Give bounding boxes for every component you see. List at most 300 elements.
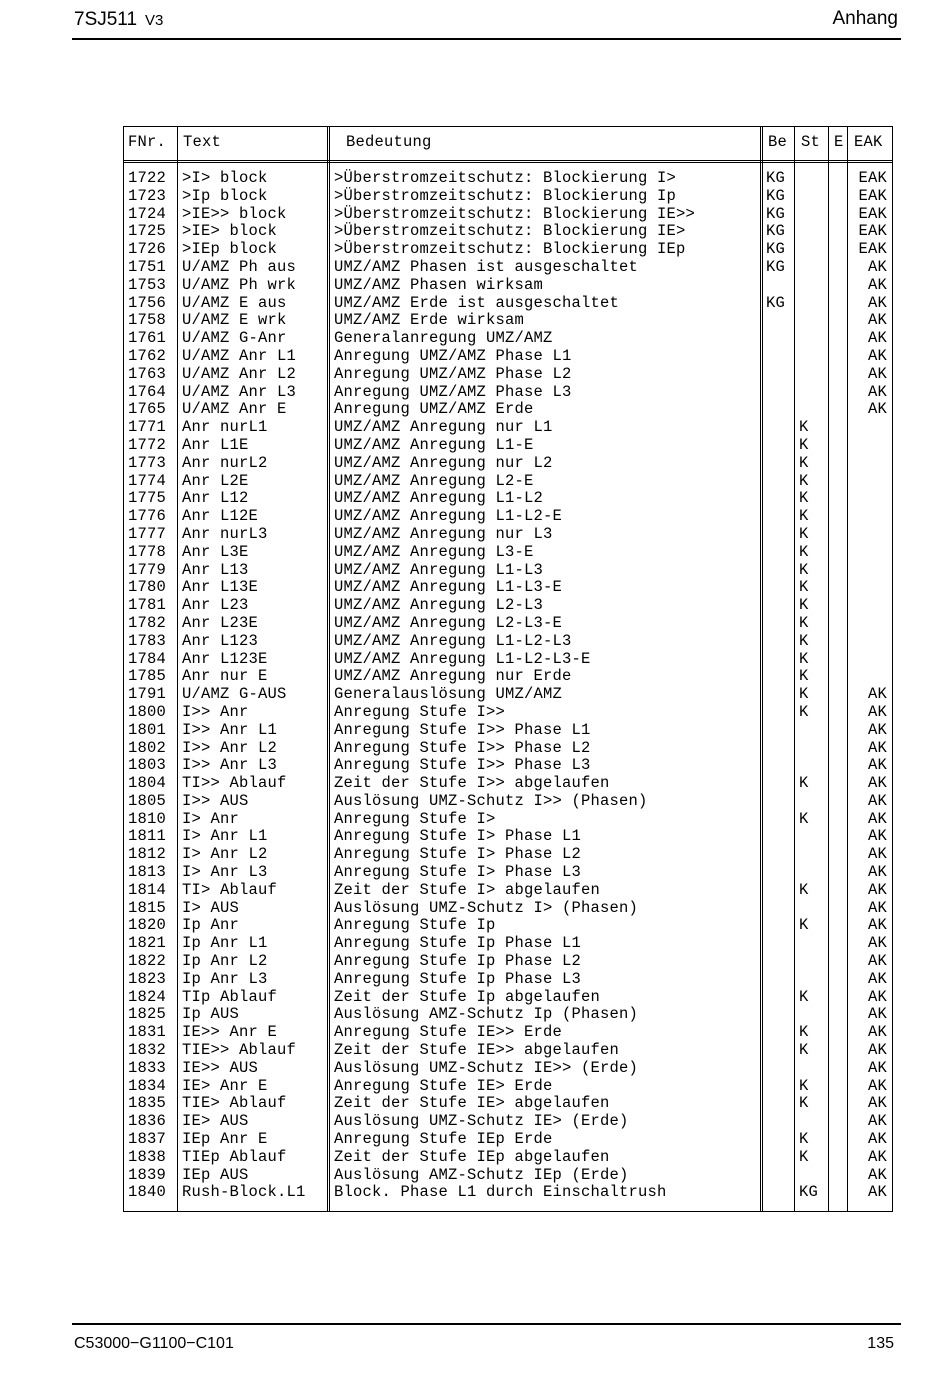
table-row (123, 686, 893, 704)
cell-bedeutung: UMZ/AMZ Anregung nur L3 (334, 524, 553, 543)
cell-eak: AK (867, 809, 887, 828)
cell-bedeutung: Generalauslösung UMZ/AMZ (334, 685, 563, 704)
cell-eak: AK (867, 1130, 887, 1149)
cell-fnr: 1780 (128, 578, 167, 597)
cell-bedeutung: Anregung UMZ/AMZ Erde (334, 400, 534, 419)
cell-bedeutung: Anregung Stufe I>> (334, 702, 506, 721)
cell-bedeutung: UMZ/AMZ Anregung L1-L2 (334, 489, 544, 508)
cell-st: K (799, 1130, 809, 1149)
table-row (123, 384, 893, 402)
cell-text: Anr nur E (182, 667, 268, 686)
cell-fnr: 1784 (128, 649, 167, 668)
cell-bedeutung: Anregung Stufe Ip Phase L2 (334, 952, 582, 971)
cell-st: K (799, 524, 809, 543)
cell-st: K (799, 1023, 809, 1042)
cell-text: Anr nurL3 (182, 524, 268, 543)
table-row (123, 917, 893, 935)
cell-st: K (799, 667, 809, 686)
cell-eak: AK (867, 916, 887, 935)
table-row (123, 971, 893, 989)
cell-bedeutung: UMZ/AMZ Anregung nur L2 (334, 453, 553, 472)
cell-text: >IEp block (182, 240, 278, 259)
cell-fnr: 1815 (128, 898, 167, 917)
cell-fnr: 1835 (128, 1094, 167, 1113)
cell-eak: AK (867, 400, 887, 419)
table-row (123, 811, 893, 829)
cell-bedeutung: UMZ/AMZ Anregung L1-E (334, 435, 534, 454)
table-row (123, 704, 893, 722)
cell-st: K (799, 471, 809, 490)
cell-text: I> AUS (182, 898, 240, 917)
cell-eak: AK (867, 738, 887, 757)
table-row (123, 401, 893, 419)
table-row (123, 544, 893, 562)
cell-eak: AK (867, 293, 887, 312)
cell-bedeutung: Zeit der Stufe IE> abgelaufen (334, 1094, 610, 1113)
table-row (123, 1042, 893, 1060)
cell-bedeutung: UMZ/AMZ Anregung L1-L2-L3 (334, 631, 572, 650)
cell-bedeutung: Zeit der Stufe IE>> abgelaufen (334, 1041, 620, 1060)
cell-fnr: 1803 (128, 756, 167, 775)
cell-fnr: 1840 (128, 1183, 167, 1202)
table-row (123, 668, 893, 686)
cell-st: K (799, 507, 809, 526)
cell-fnr: 1765 (128, 400, 167, 419)
cell-bedeutung: Anregung UMZ/AMZ Phase L1 (334, 346, 572, 365)
cell-fnr: 1801 (128, 720, 167, 739)
cell-fnr: 1820 (128, 916, 167, 935)
table-row (123, 740, 893, 758)
table-body (123, 170, 893, 1202)
cell-eak: AK (867, 329, 887, 348)
cell-eak: AK (867, 1005, 887, 1024)
cell-fnr: 1814 (128, 880, 167, 899)
cell-bedeutung: Generalanregung UMZ/AMZ (334, 329, 553, 348)
cell-st: K (799, 542, 809, 561)
cell-fnr: 1781 (128, 596, 167, 615)
cell-eak: AK (867, 845, 887, 864)
table-row (123, 828, 893, 846)
cell-bedeutung: Anregung Stufe I> Phase L2 (334, 845, 582, 864)
cell-bedeutung: Anregung Stufe Ip Phase L1 (334, 934, 582, 953)
cell-st: K (799, 1147, 809, 1166)
cell-text: Anr nurL2 (182, 453, 268, 472)
cell-fnr: 1723 (128, 186, 167, 205)
cell-text: >I> block (182, 169, 268, 187)
cell-text: Ip Anr L3 (182, 969, 268, 988)
cell-text: I>> AUS (182, 791, 249, 810)
cell-bedeutung: UMZ/AMZ Anregung L1-L2-E (334, 507, 563, 526)
cell-eak: EAK (858, 222, 887, 241)
cell-eak: AK (867, 1076, 887, 1095)
cell-be: KG (766, 222, 786, 241)
footer-rule (72, 1323, 901, 1325)
table-row (123, 1167, 893, 1185)
cell-text: TI> Ablauf (182, 880, 278, 899)
cell-eak: AK (867, 952, 887, 971)
cell-st: K (799, 560, 809, 579)
table-row (123, 1078, 893, 1096)
table-row (123, 615, 893, 633)
cell-st: K (799, 1094, 809, 1113)
table-row (123, 1060, 893, 1078)
cell-eak: AK (867, 685, 887, 704)
cell-bedeutung: >Überstromzeitschutz: Blockierung IE> (334, 222, 686, 241)
cell-bedeutung: UMZ/AMZ Anregung nur Erde (334, 667, 572, 686)
cell-st: K (799, 685, 809, 704)
cell-fnr: 1771 (128, 418, 167, 437)
cell-bedeutung: UMZ/AMZ Anregung L1-L2-L3-E (334, 649, 591, 668)
cell-bedeutung: Auslösung AMZ-Schutz IEp (Erde) (334, 1165, 629, 1184)
cell-st: K (799, 809, 809, 828)
cell-eak: AK (867, 311, 887, 330)
cell-eak: AK (867, 257, 887, 276)
cell-eak: EAK (858, 186, 887, 205)
cell-bedeutung: Anregung UMZ/AMZ Phase L3 (334, 382, 572, 401)
cell-text: I>> Anr (182, 702, 249, 721)
cell-fnr: 1774 (128, 471, 167, 490)
cell-bedeutung: UMZ/AMZ Erde wirksam (334, 311, 525, 330)
table-row (123, 1113, 893, 1131)
cell-text: TIp Ablauf (182, 987, 278, 1006)
cell-eak: AK (867, 934, 887, 953)
cell-text: Ip Anr L1 (182, 934, 268, 953)
col-header-bedeutung: Bedeutung (346, 133, 432, 151)
cell-text: U/AMZ Anr L1 (182, 346, 297, 365)
cell-fnr: 1836 (128, 1112, 167, 1131)
cell-text: I> Anr L2 (182, 845, 268, 864)
cell-text: IEp Anr E (182, 1130, 268, 1149)
cell-fnr: 1813 (128, 863, 167, 882)
cell-fnr: 1837 (128, 1130, 167, 1149)
cell-eak: AK (867, 1112, 887, 1131)
table-row (123, 508, 893, 526)
cell-eak: AK (867, 987, 887, 1006)
cell-st: K (799, 880, 809, 899)
cell-st: K (799, 1041, 809, 1060)
table-row (123, 330, 893, 348)
table-row (123, 437, 893, 455)
col-header-fnr: FNr. (128, 133, 167, 151)
cell-text: Anr L13E (182, 578, 259, 597)
cell-fnr: 1823 (128, 969, 167, 988)
cell-text: IE> AUS (182, 1112, 249, 1131)
cell-text: I> Anr L3 (182, 863, 268, 882)
cell-st: K (799, 1076, 809, 1095)
cell-eak: EAK (858, 240, 887, 259)
table-row (123, 793, 893, 811)
cell-fnr: 1821 (128, 934, 167, 953)
table-row (123, 989, 893, 1007)
cell-fnr: 1810 (128, 809, 167, 828)
header-separator-2 (123, 162, 893, 163)
cell-fnr: 1783 (128, 631, 167, 650)
cell-be: KG (766, 204, 786, 223)
table-row (123, 562, 893, 580)
table-row (123, 882, 893, 900)
table-row (123, 490, 893, 508)
table-row (123, 312, 893, 330)
cell-bedeutung: UMZ/AMZ Phasen wirksam (334, 275, 544, 294)
cell-fnr: 1764 (128, 382, 167, 401)
table-row (123, 579, 893, 597)
cell-fnr: 1812 (128, 845, 167, 864)
cell-fnr: 1777 (128, 524, 167, 543)
cell-eak: AK (867, 791, 887, 810)
cell-bedeutung: Anregung UMZ/AMZ Phase L2 (334, 364, 572, 383)
cell-bedeutung: Auslösung UMZ-Schutz IE> (Erde) (334, 1112, 629, 1131)
cell-fnr: 1775 (128, 489, 167, 508)
cell-fnr: 1825 (128, 1005, 167, 1024)
cell-bedeutung: Zeit der Stufe Ip abgelaufen (334, 987, 601, 1006)
table-row (123, 170, 893, 188)
cell-fnr: 1834 (128, 1076, 167, 1095)
cell-fnr: 1824 (128, 987, 167, 1006)
page-header-model (74, 9, 163, 31)
cell-st: K (799, 916, 809, 935)
cell-bedeutung: Anregung Stufe I>> Phase L2 (334, 738, 591, 757)
cell-st: K (799, 613, 809, 632)
cell-fnr: 1785 (128, 667, 167, 686)
cell-bedeutung: UMZ/AMZ Anregung L2-E (334, 471, 534, 490)
cell-bedeutung: UMZ/AMZ Anregung L2-L3 (334, 596, 544, 615)
cell-eak: AK (867, 898, 887, 917)
cell-st: K (799, 435, 809, 454)
cell-text: TIEp Ablauf (182, 1147, 287, 1166)
table-row (123, 366, 893, 384)
table-row (123, 1131, 893, 1149)
table-row (123, 206, 893, 224)
cell-text: U/AMZ G-AUS (182, 685, 287, 704)
page-header-section: Anhang (832, 8, 898, 29)
cell-fnr: 1756 (128, 293, 167, 312)
cell-be: KG (766, 186, 786, 205)
cell-text: Anr L3E (182, 542, 249, 561)
cell-st: KG (799, 1183, 819, 1202)
cell-eak: AK (867, 1041, 887, 1060)
cell-fnr: 1802 (128, 738, 167, 757)
cell-fnr: 1822 (128, 952, 167, 971)
model-name: 7SJ511 (74, 9, 138, 30)
cell-eak: EAK (858, 204, 887, 223)
cell-st: K (799, 774, 809, 793)
cell-text: Anr L23E (182, 613, 259, 632)
cell-be: KG (766, 293, 786, 312)
cell-st: K (799, 489, 809, 508)
cell-fnr: 1776 (128, 507, 167, 526)
cell-text: Ip AUS (182, 1005, 240, 1024)
cell-text: U/AMZ Ph aus (182, 257, 297, 276)
cell-bedeutung: UMZ/AMZ Anregung L1-L3 (334, 560, 544, 579)
cell-fnr: 1839 (128, 1165, 167, 1184)
cell-text: Anr nurL1 (182, 418, 268, 437)
table-row (123, 775, 893, 793)
cell-bedeutung: Anregung Stufe I> Phase L3 (334, 863, 582, 882)
table-row (123, 241, 893, 259)
cell-text: U/AMZ Anr E (182, 400, 287, 419)
table-row (123, 1006, 893, 1024)
table-row (123, 1149, 893, 1167)
cell-bedeutung: Anregung Stufe I> (334, 809, 496, 828)
cell-fnr: 1838 (128, 1147, 167, 1166)
cell-fnr: 1782 (128, 613, 167, 632)
cell-bedeutung: Block. Phase L1 durch Einschaltrush (334, 1183, 667, 1202)
cell-eak: AK (867, 863, 887, 882)
cell-text: Anr L1E (182, 435, 249, 454)
table-row (123, 473, 893, 491)
cell-bedeutung: UMZ/AMZ Anregung nur L1 (334, 418, 553, 437)
cell-eak: AK (867, 969, 887, 988)
cell-text: Anr L13 (182, 560, 249, 579)
cell-bedeutung: Auslösung AMZ-Schutz Ip (Phasen) (334, 1005, 639, 1024)
cell-bedeutung: Zeit der Stufe IEp abgelaufen (334, 1147, 610, 1166)
cell-text: U/AMZ E aus (182, 293, 287, 312)
cell-fnr: 1726 (128, 240, 167, 259)
cell-st: K (799, 631, 809, 650)
col-header-eak: EAK (854, 133, 883, 151)
cell-eak: AK (867, 364, 887, 383)
cell-text: U/AMZ E wrk (182, 311, 287, 330)
cell-bedeutung: UMZ/AMZ Phasen ist ausgeschaltet (334, 257, 639, 276)
cell-fnr: 1811 (128, 827, 167, 846)
cell-eak: AK (867, 756, 887, 775)
cell-text: I> Anr L1 (182, 827, 268, 846)
table-top-border (123, 126, 893, 127)
cell-be: KG (766, 169, 786, 187)
cell-text: Ip Anr L2 (182, 952, 268, 971)
cell-bedeutung: UMZ/AMZ Anregung L2-L3-E (334, 613, 563, 632)
cell-fnr: 1724 (128, 204, 167, 223)
cell-st: K (799, 702, 809, 721)
cell-eak: AK (867, 1094, 887, 1113)
document-number: C53000−G1100−C101 (74, 1335, 234, 1352)
cell-bedeutung: Anregung Stufe Ip Phase L3 (334, 969, 582, 988)
cell-fnr: 1773 (128, 453, 167, 472)
cell-st: K (799, 987, 809, 1006)
col-header-be: Be (768, 133, 788, 151)
col-header-st: St (801, 133, 821, 151)
table-row (123, 188, 893, 206)
cell-bedeutung: >Überstromzeitschutz: Blockierung IE>> (334, 204, 696, 223)
cell-bedeutung: Auslösung UMZ-Schutz I> (Phasen) (334, 898, 639, 917)
table-row (123, 722, 893, 740)
cell-st: K (799, 649, 809, 668)
cell-bedeutung: UMZ/AMZ Anregung L1-L3-E (334, 578, 563, 597)
cell-text: IE>> Anr E (182, 1023, 278, 1042)
cell-fnr: 1800 (128, 702, 167, 721)
cell-eak: AK (867, 1183, 887, 1202)
cell-text: Anr L2E (182, 471, 249, 490)
cell-bedeutung: Auslösung UMZ-Schutz I>> (Phasen) (334, 791, 648, 810)
cell-fnr: 1778 (128, 542, 167, 561)
cell-text: TIE> Ablauf (182, 1094, 287, 1113)
cell-eak: AK (867, 702, 887, 721)
cell-bedeutung: >Überstromzeitschutz: Blockierung IEp (334, 240, 686, 259)
cell-fnr: 1772 (128, 435, 167, 454)
cell-text: Anr L23 (182, 596, 249, 615)
cell-fnr: 1779 (128, 560, 167, 579)
cell-fnr: 1833 (128, 1058, 167, 1077)
cell-st: K (799, 418, 809, 437)
page-number: 135 (867, 1335, 894, 1352)
cell-text: IE>> AUS (182, 1058, 259, 1077)
cell-eak: AK (867, 1165, 887, 1184)
cell-text: U/AMZ Anr L3 (182, 382, 297, 401)
cell-bedeutung: Zeit der Stufe I>> abgelaufen (334, 774, 610, 793)
table-row (123, 348, 893, 366)
cell-fnr: 1762 (128, 346, 167, 365)
cell-bedeutung: Zeit der Stufe I> abgelaufen (334, 880, 601, 899)
header-rule (72, 38, 901, 40)
cell-eak: AK (867, 1023, 887, 1042)
cell-eak: AK (867, 720, 887, 739)
cell-text: TI>> Ablauf (182, 774, 287, 793)
cell-text: IE> Anr E (182, 1076, 268, 1095)
cell-text: U/AMZ Ph wrk (182, 275, 297, 294)
cell-bedeutung: Anregung Stufe IEp Erde (334, 1130, 553, 1149)
cell-fnr: 1832 (128, 1041, 167, 1060)
cell-fnr: 1725 (128, 222, 167, 241)
cell-eak: AK (867, 774, 887, 793)
message-table (123, 126, 893, 1212)
table-row (123, 419, 893, 437)
table-row (123, 1095, 893, 1113)
cell-fnr: 1753 (128, 275, 167, 294)
col-header-text: Text (183, 133, 222, 151)
table-bottom-border (123, 1211, 893, 1212)
cell-fnr: 1722 (128, 169, 167, 187)
table-row (123, 864, 893, 882)
cell-bedeutung: Anregung Stufe I>> Phase L3 (334, 756, 591, 775)
cell-fnr: 1751 (128, 257, 167, 276)
table-row (123, 935, 893, 953)
cell-bedeutung: Auslösung UMZ-Schutz IE>> (Erde) (334, 1058, 639, 1077)
cell-text: Anr L123 (182, 631, 259, 650)
table-row (123, 846, 893, 864)
cell-be: KG (766, 257, 786, 276)
cell-eak: AK (867, 382, 887, 401)
cell-bedeutung: Anregung Stufe I>> Phase L1 (334, 720, 591, 739)
cell-text: I>> Anr L1 (182, 720, 278, 739)
table-row (123, 455, 893, 473)
cell-text: Ip Anr (182, 916, 240, 935)
cell-eak: AK (867, 1058, 887, 1077)
cell-text: >IE>> block (182, 204, 287, 223)
cell-text: I>> Anr L2 (182, 738, 278, 757)
cell-text: U/AMZ G-Anr (182, 329, 287, 348)
cell-bedeutung: Anregung Stufe IE> Erde (334, 1076, 553, 1095)
cell-text: >IE> block (182, 222, 278, 241)
cell-text: Rush-Block.L1 (182, 1183, 306, 1202)
table-row (123, 597, 893, 615)
table-row (123, 633, 893, 651)
cell-text: Anr L12E (182, 507, 259, 526)
cell-text: I>> Anr L3 (182, 756, 278, 775)
cell-text: U/AMZ Anr L2 (182, 364, 297, 383)
cell-text: >Ip block (182, 186, 268, 205)
cell-fnr: 1831 (128, 1023, 167, 1042)
cell-fnr: 1763 (128, 364, 167, 383)
cell-eak: AK (867, 1147, 887, 1166)
cell-be: KG (766, 240, 786, 259)
table-row (123, 651, 893, 669)
cell-eak: AK (867, 827, 887, 846)
cell-fnr: 1804 (128, 774, 167, 793)
table-row (123, 900, 893, 918)
cell-bedeutung: Anregung Stufe IE>> Erde (334, 1023, 563, 1042)
table-row (123, 1184, 893, 1202)
cell-fnr: 1791 (128, 685, 167, 704)
